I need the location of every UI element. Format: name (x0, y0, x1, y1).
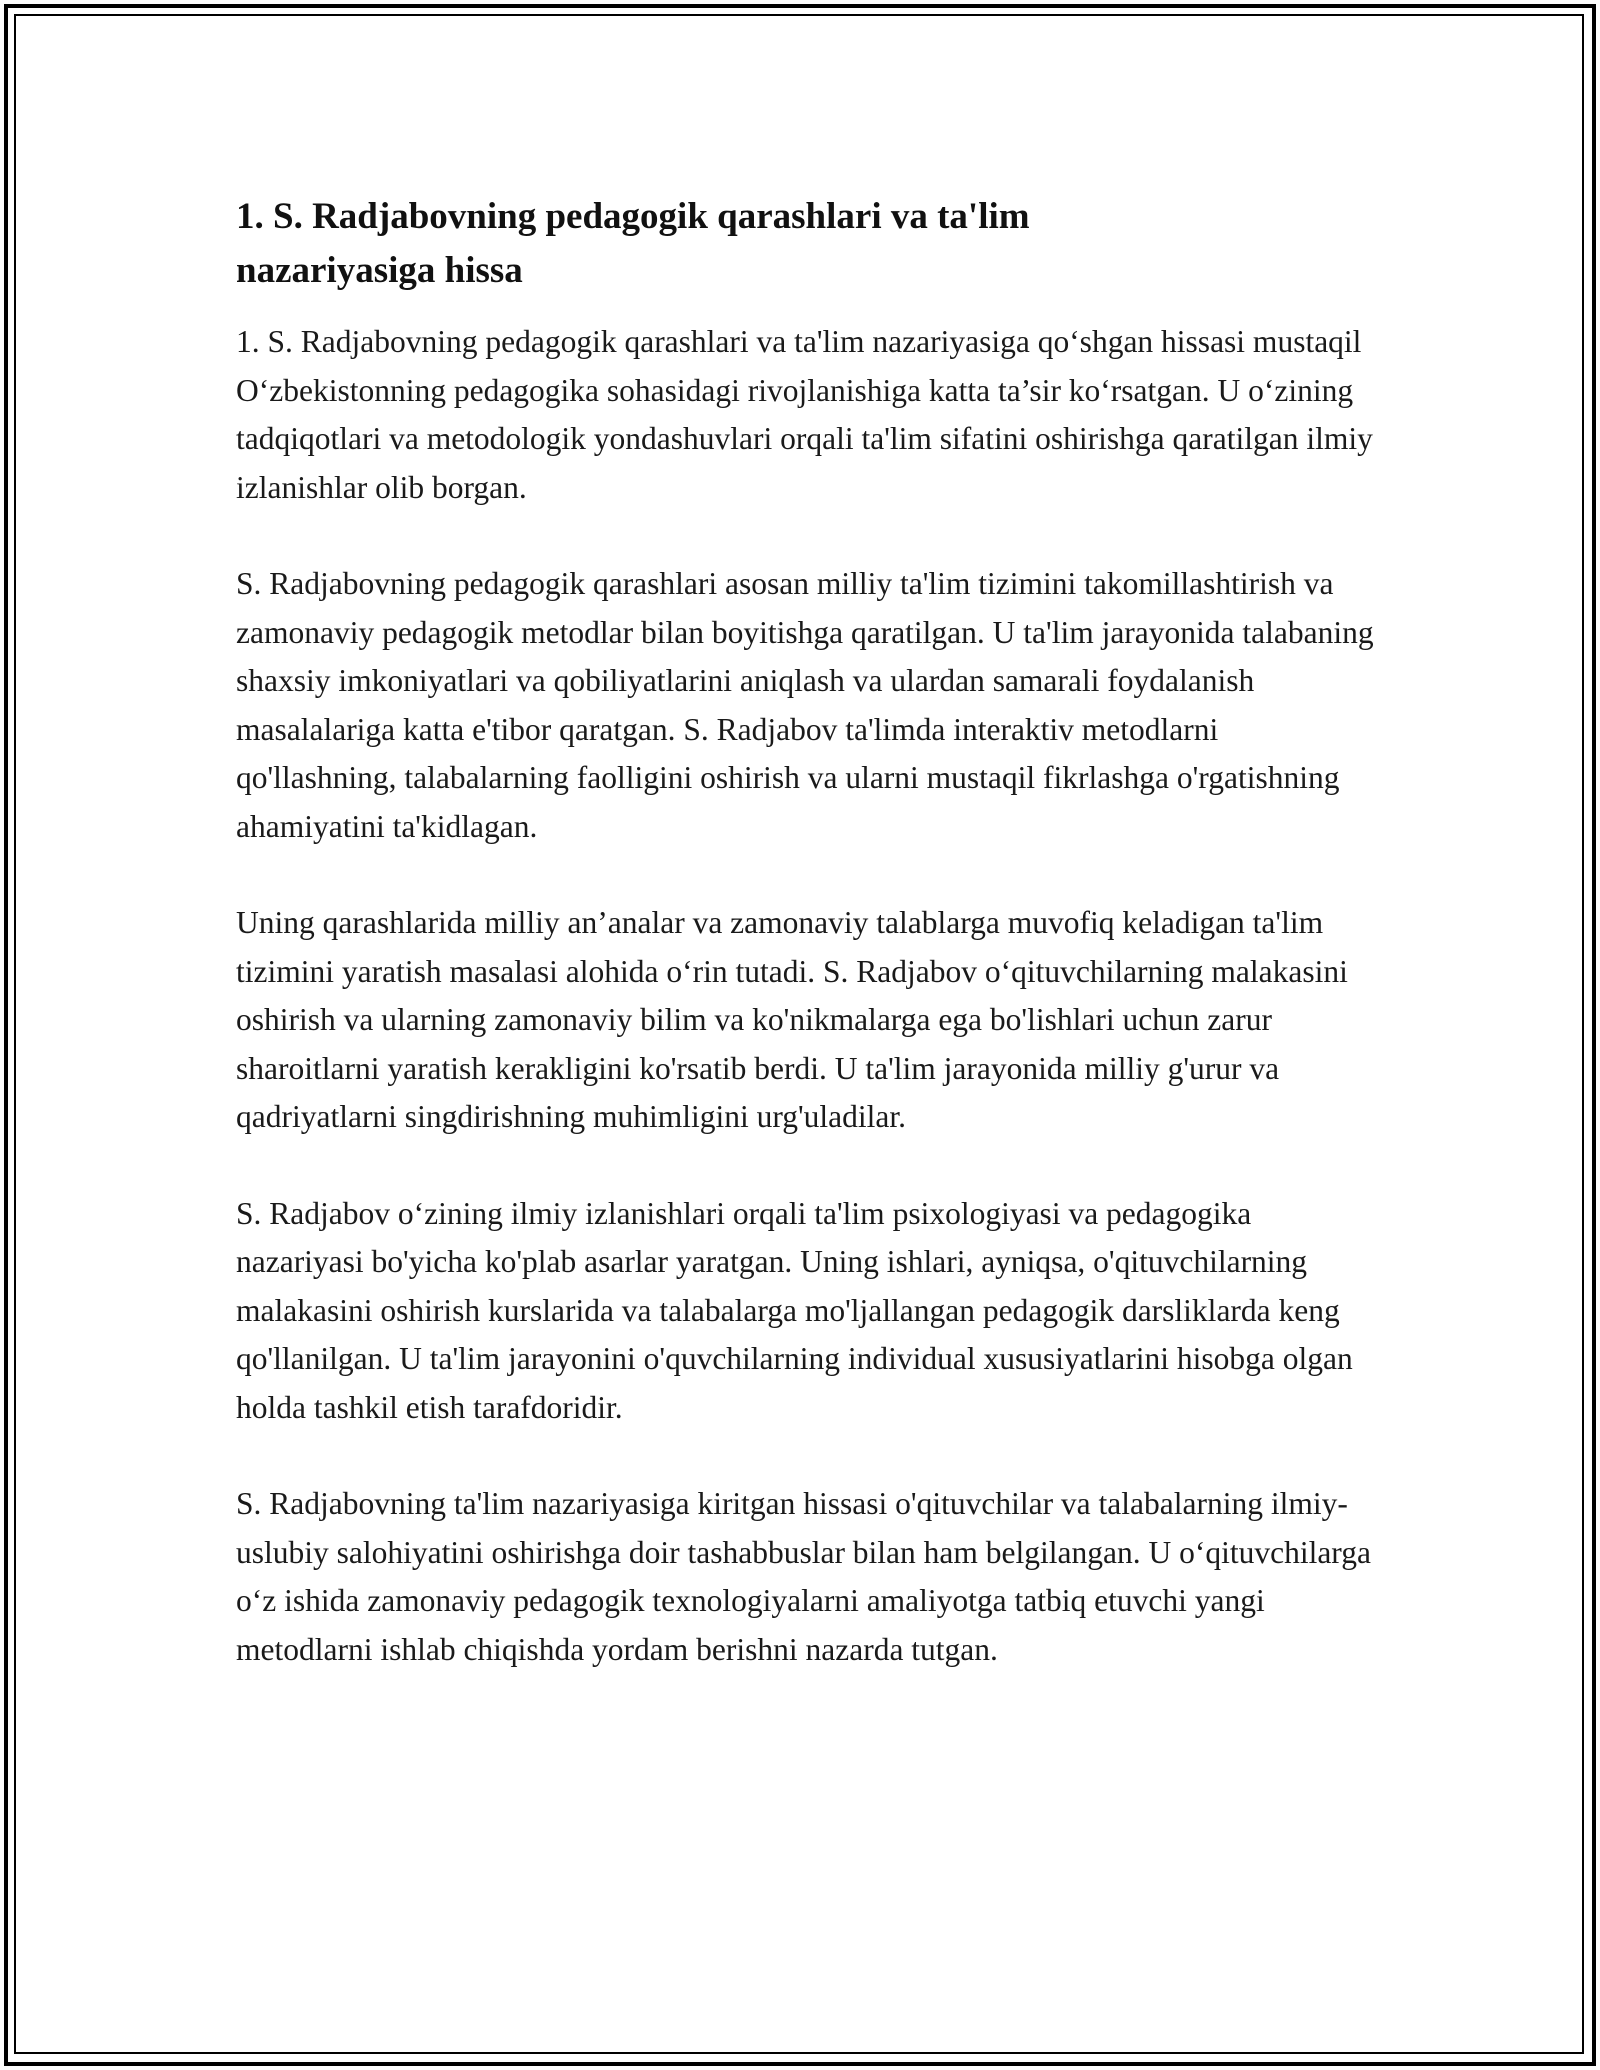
paragraph-3: Uning qarashlarida milliy an’analar va zamonaviy talablarga muvofiq keladigan ta'lim tizimini yaratish masalasi alohida o‘rin tutadi. S. Radjabov o‘qituvchilarning malakasini oshirish va ularning zamonaviy bilim va ko'nikmalarga ega bo'lishlari uchun zarur sharoitlarni yaratish kerakligini ko'rsatib berdi. U ta'lim jarayonida milliy g'urur va qadriyatlarni singdirishning muhimligini urg'uladilar. (236, 905, 1348, 1134)
section-heading: 1. S. Radjabovning pedagogik qarashlari va ta'lim nazariyasiga hissa (236, 196, 1030, 291)
paragraph-4: S. Radjabov o‘zining ilmiy izlanishlari orqali ta'lim psixologiyasi va pedagogika nazariyasi bo'yicha ko'plab asarlar yaratgan. Uning ishlari, ayniqsa, o'qituvchilarning malakasini oshirish kurslarida va talabalarga mo'ljallangan pedagogik darsliklarda keng qo'llanilgan. U ta'lim jarayonini o'quvchilarning individual xususiyatlarini hisobga olgan holda tashkil etish tarafdoridir. (236, 1195, 1353, 1425)
document-body (236, 190, 1386, 1722)
paragraph-2: S. Radjabovning pedagogik qarashlari asosan milliy ta'lim tizimini takomillashtirish va zamonaviy pedagogik metodlar bilan boyitishga qaratilgan. U ta'lim jarayonida talabaning shaxsiy imkoniyatlari va qobiliyatlarini aniqlash va ulardan samarali foydalanish masalalariga katta e'tibor qaratgan. S. Radjabov ta'limda interaktiv metodlarni qo'llashning, talabalarning faolligini oshirish va ularni mustaqil fikrlashga o'rgatishning ahamiyatini ta'kidlagan. (236, 566, 1374, 844)
paragraph-5: S. Radjabovning ta'lim nazariyasiga kiritgan hissasi o'qituvchilar va talabalarning ilmiy-uslubiy salohiyatini oshirishga doir tashabbuslar bilan ham belgilangan. U o‘qituvchilarga o‘z ishida zamonaviy pedagogik texnologiyalarni amaliyotga tatbiq etuvchi yangi metodlarni ishlab chiqishda yordam berishni nazarda tutgan. (236, 1486, 1371, 1667)
paragraph-1: 1. S. Radjabovning pedagogik qarashlari va ta'lim nazariyasiga qo‘shgan hissasi mustaqil O‘zbekistonning pedagogika sohasidagi rivojlanishiga katta ta’sir ko‘rsatgan. U o‘zining tadqiqotlari va metodologik yondashuvlari orqali ta'lim sifatini oshirishga qaratilgan ilmiy izlanishlar olib borgan. (236, 324, 1373, 505)
